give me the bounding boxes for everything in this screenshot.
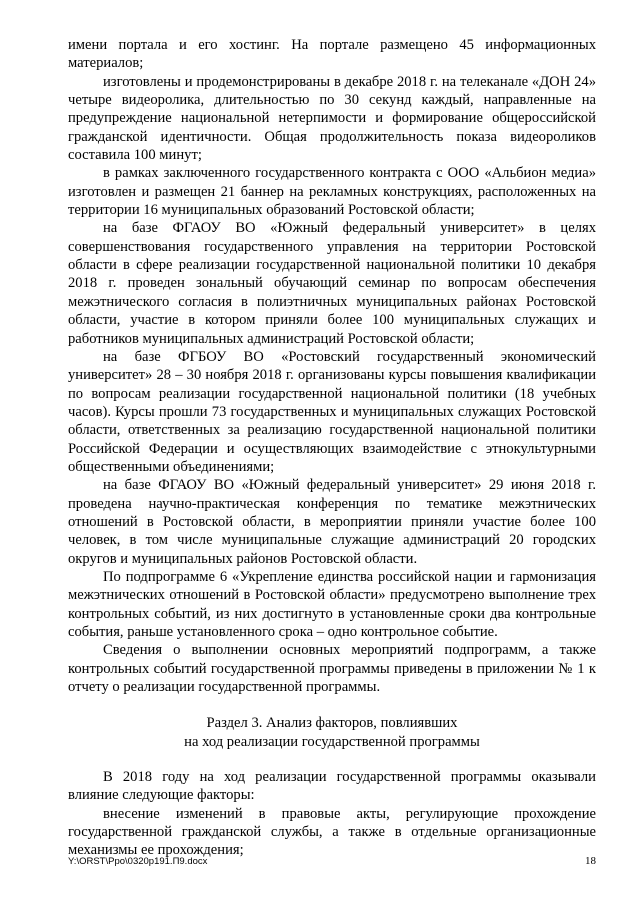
document-body	[68, 36, 596, 860]
paragraph: на базе ФГАОУ ВО «Южный федеральный университет» 29 июня 2018 г. проведена научно-практическая конференция по тематике межэтнических отношений в Ростовской области, в мероприятии приняли участие более 100 человек, в том числе муниципальные служащие администраций 20 городских округов и муниципальных районов Ростовской области.	[68, 477, 596, 567]
section-heading-line: на ход реализации государственной программы	[184, 733, 480, 750]
paragraph: внесение изменений в правовые акты, регулирующие прохождение государственной гражданской службы, а также в отдельные организационные механизмы ее прохождения;	[68, 805, 596, 859]
paragraph: на базе ФГАОУ ВО «Южный федеральный университет» в целях совершенствования государственного управления на территории Ростовской области в сфере реализации государственной национальной политики 10 декабря 2018 г. проведен зональный обучающий семинар по вопросам обеспечения межэтнического согласия в полиэтничных муниципальных районах Ростовской области, участие в котором приняли более 100 муниципальных служащих и работников муниципальных администраций Ростовской области;	[68, 220, 596, 347]
paragraph: имени портала и его хостинг. На портале размещено 45 информационных материалов;	[68, 37, 596, 72]
section-heading	[68, 714, 596, 751]
footer-file-path: Y:\ORST\Ppo\0320p191.П9.docx	[68, 856, 208, 867]
paragraph: на базе ФГБОУ ВО «Ростовский государственный экономический университет» 28 – 30 ноября 2018 г. организованы курсы повышения квалификации по вопросам реализации государственной национальной политики (18 учебных часов). Курсы прошли 73 государственных и муниципальных служащих Ростовской области, ответственных за реализацию государственной национальной политики Российской Федерации и осуществляющих взаимодействие с этнокультурными общественными объединениями;	[68, 348, 596, 475]
paragraph: изготовлены и продемонстрированы в декабре 2018 г. на телеканале «ДОН 24» четыре видеоролика, длительностью по 30 секунд каждый, направленные на предупреждение национальной нетерпимости и формирование общероссийской гражданской идентичности. Общая продолжительность показа видеороликов составила 100 минут;	[68, 73, 596, 164]
paragraph: По подпрограмме 6 «Укрепление единства российской нации и гармонизация межэтнических отношений в Ростовской области» предусмотрено выполнение трех контрольных событий, из них достигнуто в установленные сроки два контрольные события, раньше установленного срока – одно контрольное событие.	[68, 568, 596, 640]
section-heading-line: Раздел 3. Анализ факторов, повлиявших	[206, 715, 458, 732]
paragraph: Сведения о выполнении основных мероприятий подпрограмм, а также контрольных событий государственной программы приведены в приложении № 1 к отчету о реализации государственной программы.	[68, 642, 596, 696]
paragraph: в рамках заключенного государственного контракта с ООО «Альбион медиа» изготовлен и размещен 21 баннер на рекламных конструкциях, расположенных на территории 16 муниципальных образований Ростовской области;	[68, 165, 596, 219]
page-number: 18	[585, 855, 596, 867]
paragraph: В 2018 году на ход реализации государственной программы оказывали влияние следующие факторы:	[68, 769, 596, 804]
